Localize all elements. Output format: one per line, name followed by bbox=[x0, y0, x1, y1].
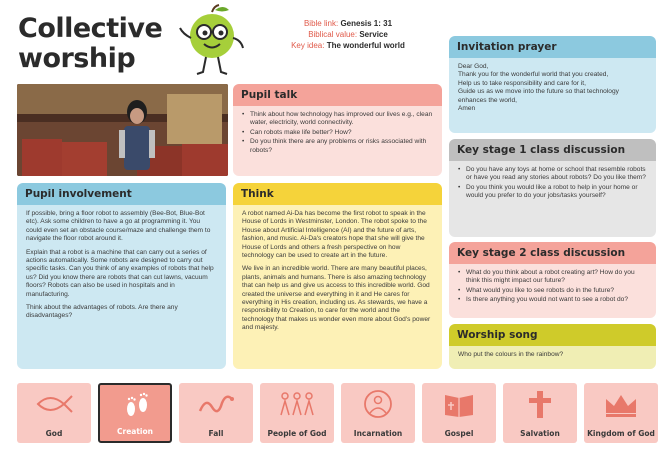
tile-creation[interactable] bbox=[98, 383, 172, 443]
pupil-talk-box bbox=[233, 84, 442, 176]
pupil-talk-item: • Think about how technology has improved our lives e.g., clean water, electricity, world connectivity. bbox=[242, 111, 433, 128]
cross-icon bbox=[520, 389, 560, 419]
worship-song-box bbox=[449, 324, 656, 369]
pupil-involvement-paragraph: If possible, bring a floor robot to assembly (Bee-Bot, Blue-Bot etc). Ask some children to have a go at programming it. You could even set an obstacle course/maze and challenge them to navigate the floor robot around it. bbox=[26, 210, 211, 243]
think-paragraph: A robot named Ai-Da has become the first robot to speak in the House of Lords in Westminster, London. The robot spoke to the House about Artificial Intelligence (AI) and the future of arts, fashion, and music. Ai-Da's creators hope that she will give the House of Lords and others a fresh perspective on how technology can be used to create art in the future. bbox=[242, 210, 427, 260]
prayer-line: Help us to take responsibility and care for it, bbox=[458, 79, 586, 87]
apple-mascot-icon bbox=[177, 4, 247, 78]
tile-label: Fall bbox=[208, 429, 224, 438]
tile-people-of-god[interactable] bbox=[260, 383, 334, 443]
biblical-value-value: Service bbox=[359, 30, 388, 39]
ks1-discussion-box bbox=[449, 139, 656, 237]
worship-song-heading: Worship song bbox=[449, 324, 656, 346]
tile-gospel[interactable] bbox=[422, 383, 496, 443]
invitation-prayer-heading: Invitation prayer bbox=[449, 36, 656, 58]
fish-icon bbox=[34, 389, 74, 419]
key-idea-label: Key idea: bbox=[291, 41, 325, 50]
concept-strip bbox=[17, 383, 655, 447]
prayer-line: Thank you for the wonderful world that you created, bbox=[458, 71, 609, 79]
ks2-item: • What do you think about a robot creating art? How do you think this might impact our future? bbox=[458, 269, 647, 286]
prayer-line: Dear God, bbox=[458, 63, 489, 70]
bible-link-label: Bible link: bbox=[303, 19, 339, 28]
people-icon bbox=[277, 389, 317, 419]
crown-icon bbox=[601, 389, 641, 419]
tile-incarnation[interactable] bbox=[341, 383, 415, 443]
ks1-item: • Do you think you would like a robot to help in your home or would you prefer to do your jobs/tasks yourself? bbox=[458, 184, 647, 201]
ks2-heading: Key stage 2 class discussion bbox=[449, 242, 656, 264]
tile-label: God bbox=[45, 429, 63, 438]
tile-label: Creation bbox=[117, 427, 153, 436]
tile-kingdom-of-god[interactable] bbox=[584, 383, 658, 443]
pupil-involvement-paragraph: Think about the advantages of robots. Are there any disadvantages? bbox=[26, 304, 178, 320]
think-box bbox=[233, 183, 442, 369]
robot-photo bbox=[17, 84, 228, 176]
pupil-talk-item: • Can robots make life better? How? bbox=[242, 129, 433, 137]
invitation-prayer-box bbox=[449, 36, 656, 133]
tile-label: Incarnation bbox=[353, 429, 403, 438]
tile-label: People of God bbox=[267, 429, 327, 438]
ks2-discussion-box bbox=[449, 242, 656, 318]
ks1-heading: Key stage 1 class discussion bbox=[449, 139, 656, 161]
ks2-item: • Is there anything you would not want to see a robot do? bbox=[458, 296, 647, 304]
tile-fall[interactable] bbox=[179, 383, 253, 443]
nativity-icon bbox=[358, 389, 398, 419]
pupil-talk-item: • Do you think there are any problems or risks associated with robots? bbox=[242, 138, 433, 155]
prayer-line: Amen bbox=[458, 105, 476, 113]
think-paragraph: We live in an incredible world. There are many beautiful places, plants, animals and humans. There is also amazing technology that can help us and give us access to this incredible world. God created the universe and everything in it and He cares for everything in His creation, including us. As stewards, we have a responsibility to Creation, to care for the world and the technology that makes us wonder even more about God's power and majesty. bbox=[242, 265, 431, 332]
pupil-talk-heading: Pupil talk bbox=[233, 84, 442, 106]
biblical-value-label: Biblical value: bbox=[308, 30, 358, 39]
footprints-icon bbox=[117, 391, 157, 421]
worship-song-title: Who put the colours in the rainbow? bbox=[458, 351, 564, 358]
tile-label: Kingdom of God bbox=[587, 429, 655, 438]
key-idea-value: The wonderful world bbox=[326, 41, 405, 50]
ks1-item: • Do you have any toys at home or school that resemble robots or have you read any stories about robots? Do you like them? bbox=[458, 166, 647, 183]
bible-link-value: Genesis 1: 31 bbox=[340, 19, 393, 28]
tile-label: Gospel bbox=[444, 429, 474, 438]
pupil-involvement-paragraph: Explain that a robot is a machine that can carry out a series of actions automatically. Some robots are designed to carry out specific tasks. Can you think of any examples of robots that help us? Did you know there are robots that can cut lawns, vacuum floors? Robots can also be used in hospitals and in manufacturing. bbox=[26, 248, 214, 298]
page-title: Collective worship bbox=[18, 13, 163, 74]
think-heading: Think bbox=[233, 183, 442, 205]
tile-god[interactable] bbox=[17, 383, 91, 443]
pupil-involvement-box bbox=[17, 183, 226, 369]
bible-icon bbox=[439, 389, 479, 419]
pupil-involvement-heading: Pupil involvement bbox=[17, 183, 226, 205]
prayer-line: Guide us as we move into the future so that technology enhances the world, bbox=[458, 88, 619, 104]
bible-info bbox=[268, 18, 428, 51]
ks2-item: • What would you like to see robots do in the future? bbox=[458, 287, 647, 295]
serpent-icon bbox=[196, 389, 236, 419]
tile-label: Salvation bbox=[520, 429, 560, 438]
tile-salvation[interactable] bbox=[503, 383, 577, 443]
